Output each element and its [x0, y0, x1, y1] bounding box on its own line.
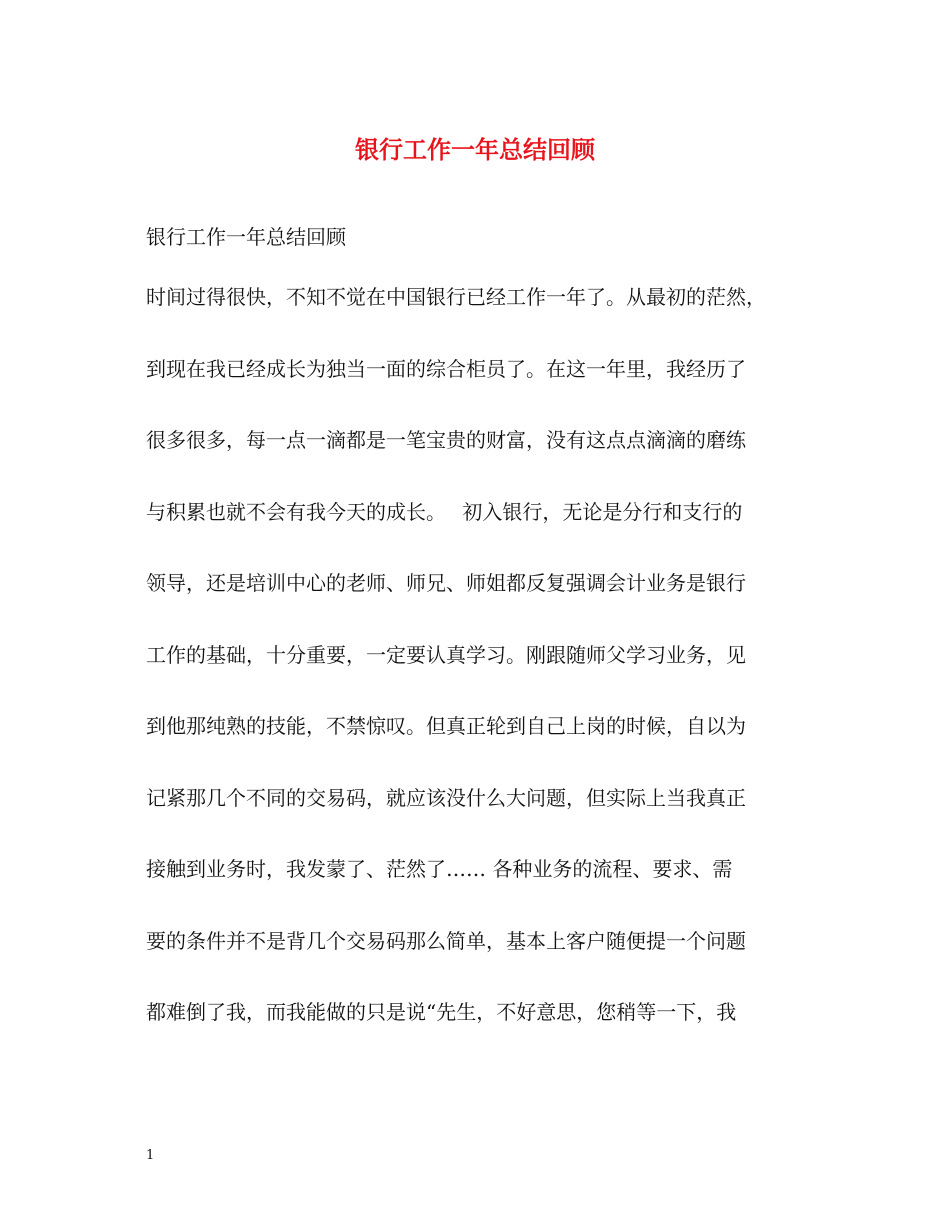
body-line: 工作的基础，十分重要，一定要认真学习。刚跟随师父学习业务，见: [146, 643, 746, 667]
body-line: 领导，还是培训中心的老师、师兄、师姐都反复强调会计业务是银行: [146, 571, 746, 595]
body-line: 到他那纯熟的技能，不禁惊叹。但真正轮到自己上岗的时候，自以为: [146, 714, 746, 738]
body-line: 时间过得很快，不知不觉在中国银行已经工作一年了。从最初的茫然，: [146, 285, 766, 309]
body-line: 很多很多，每一点一滴都是一笔宝贵的财富，没有这点点滴滴的磨练: [146, 428, 746, 452]
body-line: 接触到业务时，我发蒙了、茫然了…… 各种业务的流程、要求、需: [146, 857, 733, 881]
document-title: 银行工作一年总结回顾: [355, 135, 595, 164]
body-line: 要的条件并不是背几个交易码那么简单，基本上客户随便提一个问题: [146, 929, 746, 953]
body-line: 到现在我已经成长为独当一面的综合柜员了。在这一年里，我经历了: [146, 357, 746, 381]
body-line: 都难倒了我，而我能做的只是说“先生，不好意思，您稍等一下，我: [146, 1000, 737, 1024]
subtitle-line: 银行工作一年总结回顾: [146, 225, 346, 249]
body-line: 记紧那几个不同的交易码，就应该没什么大问题，但实际上当我真正: [146, 786, 746, 810]
body-line: 与积累也就不会有我今天的成长。 初入银行，无论是分行和支行的: [146, 500, 743, 524]
page-number: 1: [146, 1148, 155, 1163]
